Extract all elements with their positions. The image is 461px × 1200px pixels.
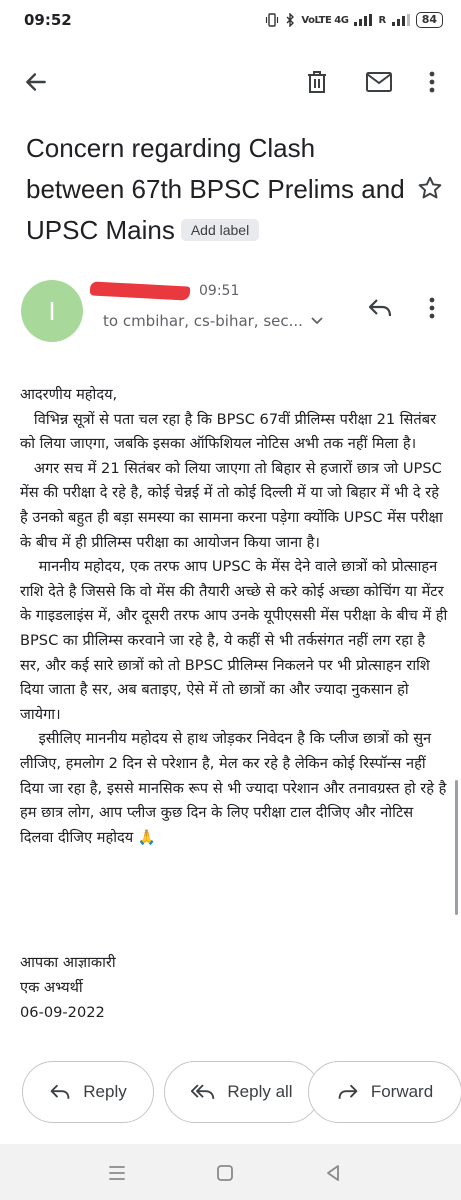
delete-icon bbox=[305, 69, 329, 95]
roaming-label: R bbox=[378, 14, 386, 26]
back-button[interactable] bbox=[16, 62, 56, 102]
sender-name-redacted bbox=[90, 282, 198, 302]
mark-unread-button[interactable] bbox=[359, 62, 399, 102]
system-nav-bar bbox=[0, 1144, 461, 1200]
battery-indicator: 84 bbox=[416, 12, 443, 28]
subject-text: Concern regarding Clash between 67th BPSC Prelims and UPSC Mains bbox=[26, 133, 405, 245]
message-more-button[interactable] bbox=[416, 290, 448, 326]
star-button[interactable] bbox=[414, 172, 446, 204]
status-icons bbox=[265, 12, 443, 28]
email-signoff bbox=[20, 950, 320, 1025]
forward-icon bbox=[337, 1083, 359, 1101]
recent-apps-button[interactable] bbox=[102, 1158, 132, 1188]
signal-icon bbox=[354, 14, 372, 26]
scrollbar-thumb[interactable] bbox=[455, 780, 458, 915]
reply-icon bbox=[49, 1083, 71, 1101]
add-label-button[interactable]: Add label bbox=[181, 219, 259, 241]
chevron-down-icon bbox=[311, 317, 323, 325]
menu-lines-icon bbox=[108, 1165, 126, 1181]
home-button[interactable] bbox=[210, 1158, 240, 1188]
recipients-text: to cmbihar, cs-bihar, sec... bbox=[103, 312, 303, 330]
redaction-mark bbox=[90, 281, 191, 300]
back-arrow-icon bbox=[23, 69, 49, 95]
system-back-button[interactable] bbox=[318, 1158, 348, 1188]
mail-icon bbox=[365, 71, 393, 93]
more-vertical-icon bbox=[429, 297, 435, 319]
reply-button[interactable] bbox=[22, 1061, 154, 1123]
more-vertical-icon bbox=[429, 71, 435, 93]
signoff-line: आपका आज्ञाकारी bbox=[20, 954, 116, 971]
email-toolbar bbox=[0, 52, 461, 112]
home-square-icon bbox=[216, 1164, 234, 1182]
more-options-button[interactable] bbox=[412, 62, 452, 102]
sender-avatar[interactable]: I bbox=[21, 280, 83, 342]
vibrate-icon bbox=[265, 13, 279, 27]
signal-icon-2 bbox=[392, 14, 410, 26]
reply-all-icon bbox=[191, 1083, 215, 1101]
sent-time: 09:51 bbox=[199, 283, 240, 299]
signoff-date: 06-09-2022 bbox=[20, 1004, 105, 1021]
reply-all-button[interactable] bbox=[164, 1061, 320, 1123]
reply-icon bbox=[367, 298, 393, 318]
email-subject bbox=[26, 128, 406, 251]
star-outline-icon bbox=[417, 175, 443, 201]
reply-all-label: Reply all bbox=[227, 1082, 293, 1101]
triangle-back-icon bbox=[325, 1164, 341, 1182]
recipients-toggle[interactable] bbox=[103, 312, 323, 330]
status-bar bbox=[0, 0, 461, 40]
signoff-line: एक अभ्यर्थी bbox=[20, 979, 83, 996]
header-reply-button[interactable] bbox=[362, 290, 398, 326]
email-body: आदरणीय महोदय, विभिन्न सूत्रों से पता चल रहा है कि BPSC 67वीं प्रीलिम्स परीक्षा 21 सितंबर को लिया जाएगा, जबकि इसका ऑफिशियल नोटिस अभी तक नहीं मिला है। अगर सच में 21 सितंबर को लिया जाएगा तो बिहार से हजारों छात्र जो UPSC मेंस की परीक्षा दे रहे है, कोई चेन्नई में तो कोई दिल्ली में या जो बिहार में भी दे रहे है उनको बहुत ही बड़ा समस्या का सामना करना पड़ेगा क्योंकि UPSC मेंस परीक्षा के बीच में ही प्रीलिम्स परीक्षा का आयोजन किया जाना है। माननीय महोदय, एक तरफ आप UPSC के मेंस देने वाले छात्रों को प्रोत्साहन राशि देते है जिससे कि वो मेंस की तैयारी अच्छे से करे कोई अच्छा कोचिंग या मेंटर के गाइडलाइंस में, और दूसरी तरफ आप उनके यूपीएससी मेंस परीक्षा के बीच में ही BPSC का प्रीलिम्स करवाने जा रहे है, ये कहीं से भी तर्कसंगत नहीं लग रहा है सर, और कई सारे छात्रों को तो BPSC प्रीलिम्स निकलने पर भी प्रोत्साहन राशि दिया जाता है सर, अब बताइए, ऐसे में तो छात्रों का और ज्यादा नुकसान हो जायेगा। इसीलिए माननीय महोदय से हाथ जोड़कर निवेदन है कि प्लीज छात्रों को सुन लीजिए, हमलोग 2 दिन से परेशान है, मेल कर रहे है लेकिन कोई रिस्पॉन्स नहीं दिया जा रहा है, इससे मानसिक रूप से भी ज्यादा परेशान और तनावग्रस्त हो रहे है हम छात्र लोग, आप प्लीज कुछ दिन के लिए परीक्षा टाल दीजिए और नोटिस दिलवा दीजिए महोदय 🙏 bbox=[20, 386, 448, 846]
status-time: 09:52 bbox=[24, 11, 72, 29]
reply-label: Reply bbox=[83, 1082, 127, 1101]
bluetooth-icon bbox=[285, 13, 295, 27]
reply-actions bbox=[22, 1061, 452, 1123]
delete-button[interactable] bbox=[297, 62, 337, 102]
forward-label: Forward bbox=[370, 1082, 434, 1101]
network-type-label: VoLTE 4G bbox=[301, 14, 349, 26]
forward-button[interactable] bbox=[308, 1061, 461, 1123]
